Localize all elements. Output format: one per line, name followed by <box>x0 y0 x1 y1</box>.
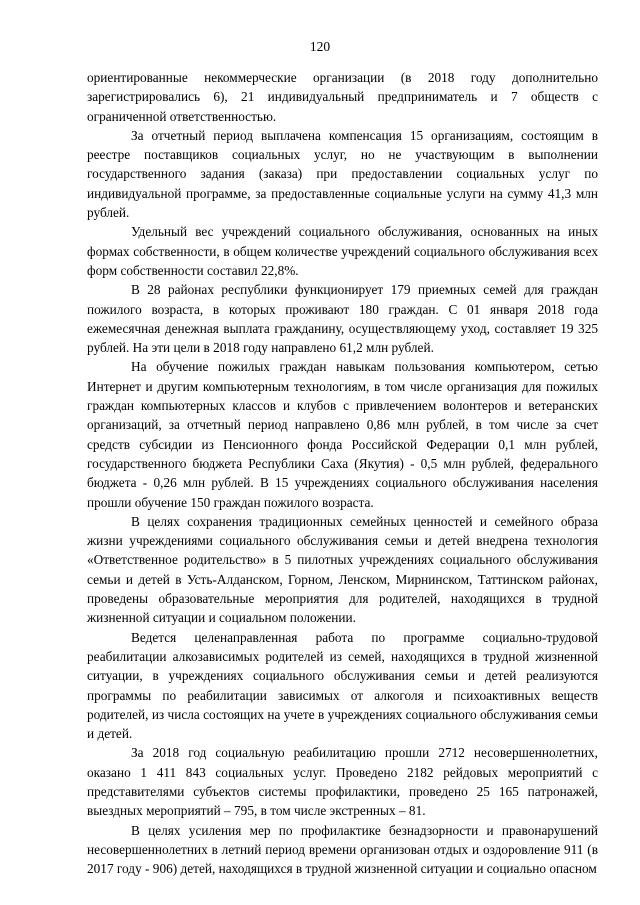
paragraph-ownership-share: Удельный вес учреждений социального обслуживания, основанных на иных формах собственности, в общем количестве учреждений социального обслуживания всех форм собственности составил 22,8%. <box>87 224 598 278</box>
paragraph-rehabilitation: Ведется целенаправленная работа по программе социально-трудовой реабилитации алкозависимых родителей из семей, находящихся в трудной жизненной ситуации, в учреждениях социального обслуживания семьи и детей реализуются программы по реабилитации зависимых от алкоголя и психоактивных веществ родителей, из числа состоящих на учете в учреждениях социального обслуживания семьи и детей. <box>87 629 598 742</box>
paragraph-compensation: За отчетный период выплачена компенсация 15 организациям, состоящим в реестре поставщиков социальных услуг, но не участвующим в выполнении государственного задания (заказа) при предоставлении социальных услуг по индивидуальной программе, за предоставленные социальные услуги на сумму 41,3 млн рублей. <box>87 127 598 221</box>
paragraph-foster-families: В 28 районах республики функционирует 179 приемных семей для граждан пожилого возраста, в которых проживают 180 граждан. С 01 января 2018 года ежемесячная денежная выплата гражданину, осуществляющему уход, составляет 19 325 рублей. На эти цели в 2018 году направлено 61,2 млн рублей. <box>87 282 598 356</box>
paragraph-minors-2018: За 2018 год социальную реабилитацию прошли 2712 несовершеннолетних, оказано 1 411 843 социальных услуг. Проведено 2182 рейдовых мероприятий с представителями субъектов системы профилактики, проведено 25 165 патронажей, выездных мероприятий – 795, в том числе экстренных – 81. <box>87 745 598 819</box>
document-body <box>87 68 598 878</box>
paragraph-family-values: В целях сохранения традиционных семейных ценностей и семейного образа жизни учреждениями социального обслуживания семьи и детей внедрена технология «Ответственное родительство» в 5 пилотных учреждениях социального обслуживания семьи и детей в Усть-Алданском, Горном, Ленском, Мирнинском, Таттинском районах, проведены образовательные мероприятия для родителей, находящихся в трудной жизненной ситуации и социальном положении. <box>87 513 598 626</box>
paragraph-continued: ориентированные некоммерческие организации (в 2018 году дополнительно зарегистрировались 6), 21 индивидуальный предприниматель и 7 обществ с ограниченной ответственностью. <box>87 70 598 124</box>
paragraph-summer-recreation: В целях усиления мер по профилактике безнадзорности и правонарушений несовершеннолетних в летний период времени организован отдых и оздоровление 911 (в 2017 году - 906) детей, находящихся в трудной жизненной ситуации и социально опасном <box>87 822 598 877</box>
page-number: 120 <box>309 39 331 54</box>
paragraph-computer-training: На обучение пожилых граждан навыкам пользования компьютером, сетью Интернет и другим компьютерным технологиям, в том числе организация для пожилых граждан компьютерных классов и клубов с привлечением волонтеров и ветеранских организаций, за отчетный период направлено 0,86 млн рублей, в том числе за счет средств субсидии из Пенсионного фонда Российской Федерации 0,1 млн рублей, государственного бюджета Республики Саха (Якутия) - 0,5 млн рублей, федерального бюджета - 0,26 млн рублей. В 15 учреждениях социального обслуживания населения прошли обучение 150 граждан пожилого возраста. <box>87 359 598 510</box>
